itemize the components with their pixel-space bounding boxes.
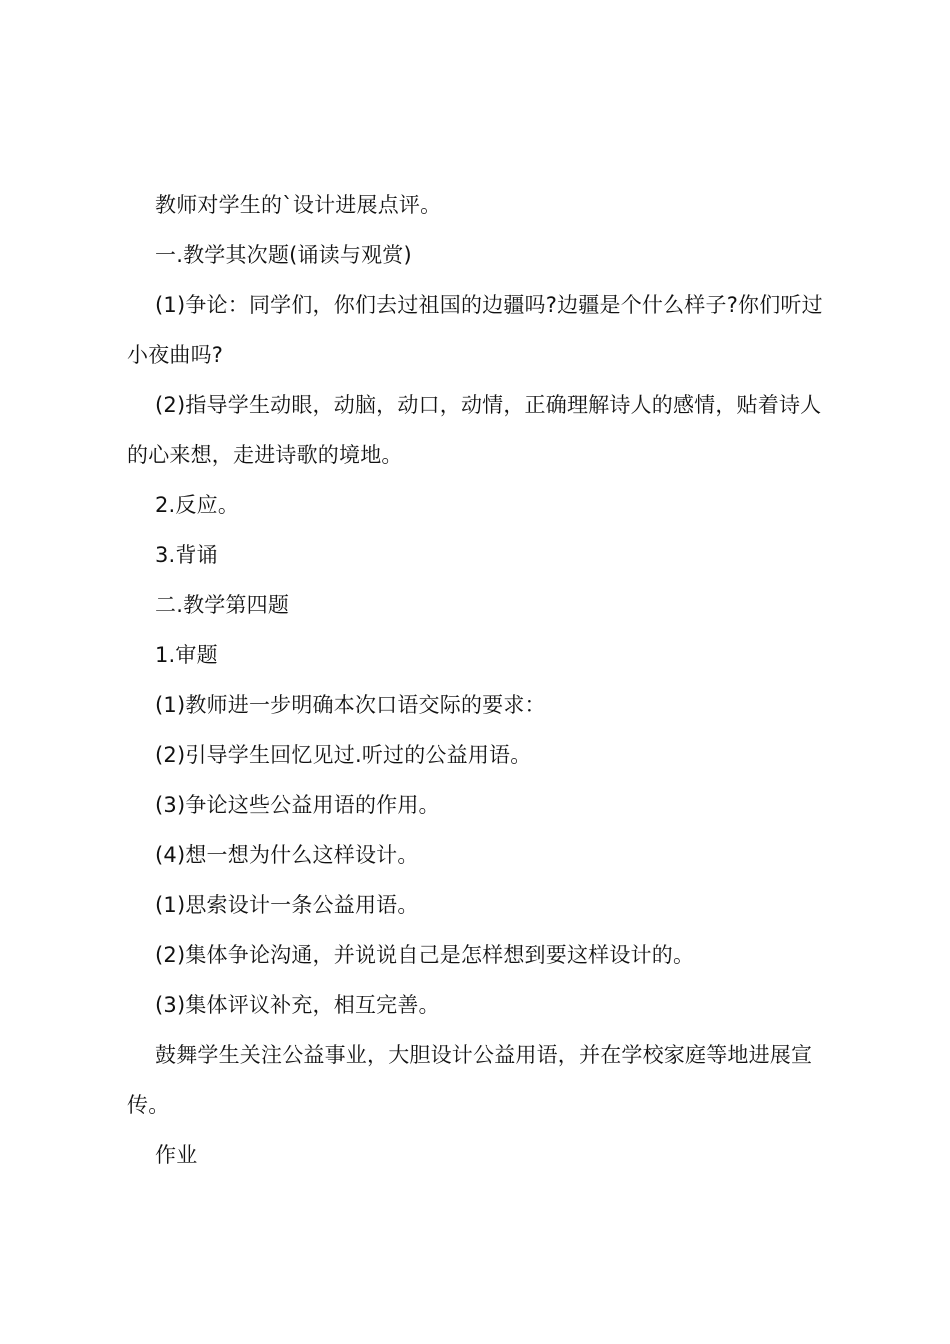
- section-heading: 一.教学其次题(诵读与观赏): [155, 243, 412, 267]
- paragraph: (1)争论：同学们，你们去过祖国的边疆吗?边疆是个什么样子?你们听过小夜曲吗?: [127, 293, 823, 367]
- paragraph: 教师对学生的`设计进展点评。: [155, 193, 442, 217]
- list-item: (2)引导学生回忆见过.听过的公益用语。: [155, 743, 532, 767]
- list-item: 1.审题: [155, 643, 218, 667]
- list-item: (1)教师进一步明确本次口语交际的要求：: [155, 693, 546, 717]
- list-item: (3)集体评议补充，相互完善。: [155, 993, 440, 1017]
- section-heading: 作业: [155, 1143, 198, 1167]
- list-item: 2.反应。: [155, 493, 240, 517]
- paragraph: (2)指导学生动眼，动脑，动口，动情，正确理解诗人的感情，贴着诗人的心来想，走进诗歌的境地。: [127, 393, 822, 467]
- section-heading: 二.教学第四题: [155, 593, 290, 617]
- list-item: (3)争论这些公益用语的作用。: [155, 793, 440, 817]
- list-item: (1)思索设计一条公益用语。: [155, 893, 419, 917]
- list-item: (4)想一想为什么这样设计。: [155, 843, 419, 867]
- list-item: (2)集体争论沟通，并说说自己是怎样想到要这样设计的。: [155, 943, 695, 967]
- document-body: [127, 180, 833, 1180]
- paragraph: 鼓舞学生关注公益事业，大胆设计公益用语，并在学校家庭等地进展宣传。: [127, 1043, 813, 1117]
- list-item: 3.背诵: [155, 543, 218, 567]
